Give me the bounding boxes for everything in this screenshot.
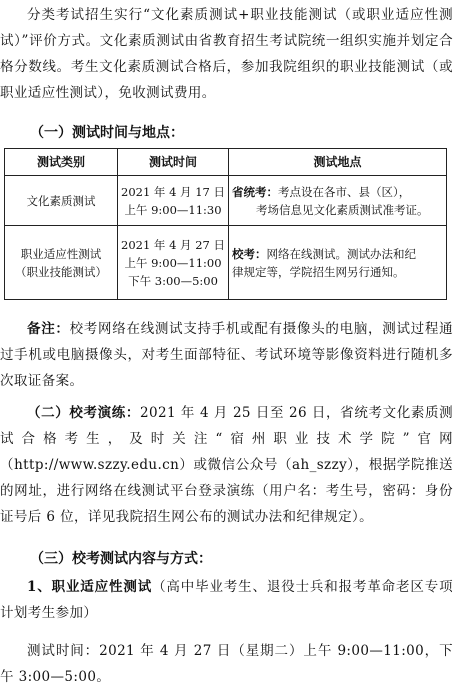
note-label: 备注：: [27, 321, 70, 337]
section3-title: （三）校考测试内容与方式：: [30, 551, 212, 567]
section2-text: 2021 年 4 月 25 日至 26 日，省统考文化素质测试合格考生，及时关注“宿州职业技术学院”官网（http://www.szzy.edu.cn）或微信公众号（ah_szzy），根据学院推送的网址，进行网络在线测试平台登录演练（用户名：考生号，密码：身份证号后 6 位，详见我院招生网公布的测试办法和纪律规定）。: [0, 405, 453, 525]
item1-time: 测试时间：2021 年 4 月 27 日（星期二）上午 9:00—11:00，下午 3:00—5:00。: [0, 643, 453, 685]
row1-location: 省统考：考点设在各市、县（区）， 考场信息见文化素质测试准考证。: [229, 176, 447, 226]
section1-title: （一）测试时间与地点：: [30, 125, 184, 141]
note-text: 校考网络在线测试支持手机或配有摄像头的电脑，测试过程通过手机或电脑摄像头，对考生面部特征、考试环境等影像资料进行随机多次取证备案。: [0, 321, 453, 389]
header-category: 测试类别: [5, 149, 118, 176]
note-paragraph: [0, 316, 453, 394]
row1-location-label: 省统考：: [232, 184, 278, 199]
header-location: 测试地点: [229, 149, 447, 176]
item1-paragraph: [0, 574, 453, 626]
item1-text: （高中毕业考生、退役士兵和报考革命老区专项计划考生参加）: [0, 579, 453, 621]
header-time: 测试时间: [118, 149, 229, 176]
table-row: [5, 176, 447, 226]
row2-location: 校考：网络在线测试。测试办法和纪 律规定等，学院招生网另行通知。: [229, 226, 447, 300]
section2-title: （二）校考演练：: [27, 405, 141, 421]
row2-time: 2021 年 4 月 27 日 上午 9:00—11:00 下午 3:00—5:00: [118, 226, 229, 300]
schedule-table: [4, 148, 447, 300]
row2-category: 职业适应性测试 （职业技能测试）: [5, 226, 118, 300]
intro-paragraph: 分类考试招生实行“文化素质测试+职业技能测试（或职业适应性测试）”评价方式。文化素质测试由省教育招生考试院统一组织实施并划定合格分数线。考生文化素质测试合格后，参加我院组织的职业技能测试（或职业适应性测试），免收测试费用。: [0, 7, 453, 101]
row1-category: 文化素质测试: [5, 176, 118, 226]
table-header-row: [5, 149, 447, 176]
section2-paragraph: [0, 400, 453, 530]
row2-location-label: 校考：: [232, 246, 267, 261]
table-row: [5, 226, 447, 300]
row1-time: 2021 年 4 月 17 日 上午 9:00—11:30: [118, 176, 229, 226]
item1-title: 1、职业适应性测试: [27, 579, 153, 595]
